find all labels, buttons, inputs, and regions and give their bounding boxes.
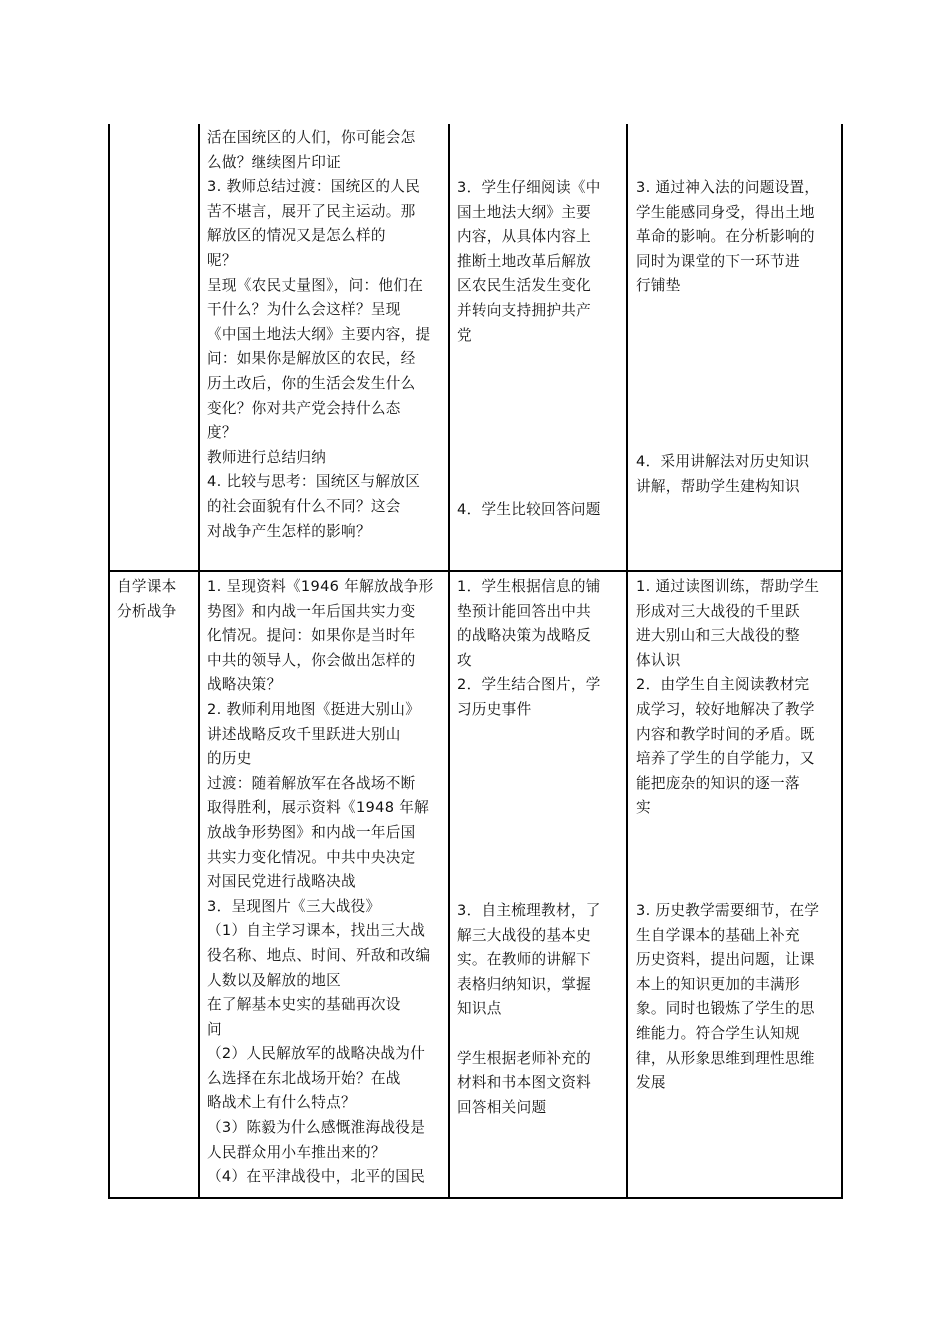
text-line: 回答相关问题 [457,1098,547,1116]
text-line: 知识点 [457,1000,502,1018]
text-line: 进大别山和三大战役的整 [636,627,800,645]
text-line: 役名称、地点、时间、歼敌和改编 [207,946,431,964]
text-line: 维能力。符合学生认知规 [636,1024,800,1042]
text-line: 国土地法大纲》主要 [457,203,592,221]
text-line: 呢？ [207,251,237,269]
text-line: 么选择在东北战场开始？在战 [207,1069,401,1087]
text-line: 解三大战役的基本史 [457,926,592,944]
text-line: 3．自主梳理教材，了 [457,902,601,919]
text-line: 党 [457,326,472,344]
table-divider-3 [626,124,628,1198]
text-line: 同时为课堂的下一环节进 [636,252,800,270]
row2-design-intent-1 [636,575,838,821]
text-line: 对战争产生怎样的影响？ [207,522,371,540]
text-line: 变化？你对共产党会持什么态 [207,399,401,417]
row2-design-intent-3 [636,899,838,1096]
text-line: （2）人民解放军的战略决战为什 [207,1045,426,1063]
text-line: 在了解基本史实的基础再次设 [207,996,401,1014]
row1-design-intent-3 [636,176,838,299]
text-line: 2．学生结合图片，学 [457,676,601,694]
text-line: 攻 [457,651,472,669]
row2-stage-title [117,575,195,624]
row1-design-intent-4 [636,450,838,499]
text-line: 的历史 [207,750,252,768]
text-line: 人数以及解放的地区 [207,971,342,989]
text-line: 2．由学生自主阅读教材完 [636,676,810,694]
text-line: 体认识 [636,651,681,669]
text-line: 解放区的情况又是怎么样的 [207,227,386,245]
text-line: （4）在平津战役中，北平的国民 [207,1168,426,1186]
text-line: 度？ [207,424,237,442]
row2-student-activity-1 [457,575,623,723]
text-line: 垫预计能回答出中共 [457,602,592,620]
table-border-right [841,124,843,1198]
table-divider-2 [448,124,450,1198]
text-line: 并转向支持拥护共产 [457,301,592,319]
text-line: 培养了学生的自学能力，又 [636,750,815,768]
text-line: 历史资料，提出问题，让课 [636,951,815,969]
text-line: 2. 教师利用地图《挺进大别山》 [207,700,421,718]
text-line: 3. 历史教学需要细节，在学 [636,902,820,919]
text-line: （1）自主学习课本，找出三大战 [207,922,426,940]
text-line: 势图》和内战一年后国共实力变 [207,602,416,620]
text-line: 内容和教学时间的矛盾。既 [636,725,815,743]
text-line: 1. 呈现资料《1946 年解放战争形 [207,578,434,595]
text-line: 表格归纳知识，掌握 [457,975,592,993]
row-divider [108,570,843,572]
text-line: 放战争形势图》和内战一年后国 [207,823,416,841]
table-divider-1 [198,124,200,1198]
text-line: 实 [636,799,651,817]
text-line: 讲述战略反攻千里跃进大别山 [207,725,401,743]
text-line: 自学课本 [117,578,177,595]
text-line: 发展 [636,1074,666,1092]
text-line: 的战略决策为战略反 [457,627,592,645]
text-line: 历土改后，你的生活会发生什么 [207,374,416,392]
text-line: 活在国统区的人们，你可能会怎 [207,129,416,146]
text-line: 4. 比较与思考：国统区与解放区 [207,473,421,491]
text-line: 过渡：随着解放军在各战场不断 [207,774,416,792]
text-line: 形成对三大战役的千里跃 [636,602,800,620]
text-line [457,1022,623,1047]
text-line: 学生能感同身受，得出土地 [636,203,815,221]
table-border-bottom [108,1197,843,1199]
text-line: 习历史事件 [457,700,532,718]
text-line: 3. 教师总结过渡：国统区的人民 [207,178,421,196]
row1-teacher-activity [207,126,443,544]
text-line: 成学习，较好地解决了教学 [636,700,815,718]
row1-student-activity-4 [457,498,623,523]
text-line: 讲解，帮助学生建构知识 [636,477,800,495]
table-border-left [108,124,110,1198]
text-line: 略战术上有什么特点？ [207,1094,356,1112]
text-line: 的社会面貌有什么不同？这会 [207,497,401,515]
text-line: 问 [207,1020,222,1038]
text-line: 推断土地改革后解放 [457,252,592,270]
text-line: 人民群众用小车推出来的？ [207,1143,386,1161]
text-line: 问：如果你是解放区的农民，经 [207,350,416,368]
text-line: 学生根据老师补充的 [457,1049,592,1067]
text-line: 《中国土地法大纲》主要内容，提 [207,325,431,343]
row2-student-activity-3 [457,899,623,1120]
text-line: 律，从形象思维到理性思维 [636,1049,815,1067]
text-line: 么做？继续图片印证 [207,153,342,171]
text-line: 取得胜利，展示资料《1948 年解 [207,799,430,817]
text-line: 3．学生仔细阅读《中 [457,179,601,196]
text-line: 能把庞杂的知识的逐一落 [636,774,800,792]
text-line: 干什么？为什么会这样？呈现 [207,301,401,319]
text-line: 内容，从具体内容上 [457,228,592,246]
text-line: 分析战争 [117,602,177,620]
text-line: 共实力变化情况。中共中央决定 [207,848,416,866]
text-line: 材料和书本图文资料 [457,1074,592,1092]
text-line: 战略决策？ [207,676,282,694]
text-line: 呈现《农民丈量图》，问：他们在 [207,276,424,294]
text-line: 对国民党进行战略决战 [207,873,356,891]
text-line: 生自学课本的基础上补充 [636,926,800,944]
text-line: 化情况。提问：如果你是当时年 [207,627,416,645]
text-line: 1. 通过读图训练，帮助学生 [636,578,820,595]
text-line: 本上的知识更加的丰满形 [636,975,800,993]
text-line: 4．采用讲解法对历史知识 [636,453,810,470]
text-line: （3）陈毅为什么感慨淮海战役是 [207,1119,426,1137]
text-line: 革命的影响。在分析影响的 [636,228,815,246]
text-line: 区农民生活发生变化 [457,277,592,295]
text-line: 中共的领导人，你会做出怎样的 [207,651,416,669]
text-line: 象。同时也锻炼了学生的思 [636,1000,815,1018]
text-line: 3．呈现图片《三大战役》 [207,897,381,915]
text-line: 行铺垫 [636,277,681,295]
row2-teacher-activity [207,575,443,1190]
text-line: 苦不堪言，展开了民主运动。那 [207,202,416,220]
text-line: 实。在教师的讲解下 [457,951,592,969]
text-line: 1．学生根据信息的铺 [457,578,601,595]
text-line: 4．学生比较回答问题 [457,501,601,518]
text-line: 教师进行总结归纳 [207,448,327,466]
text-line: 3. 通过神入法的问题设置， [636,179,820,196]
row1-student-activity-3 [457,176,623,348]
